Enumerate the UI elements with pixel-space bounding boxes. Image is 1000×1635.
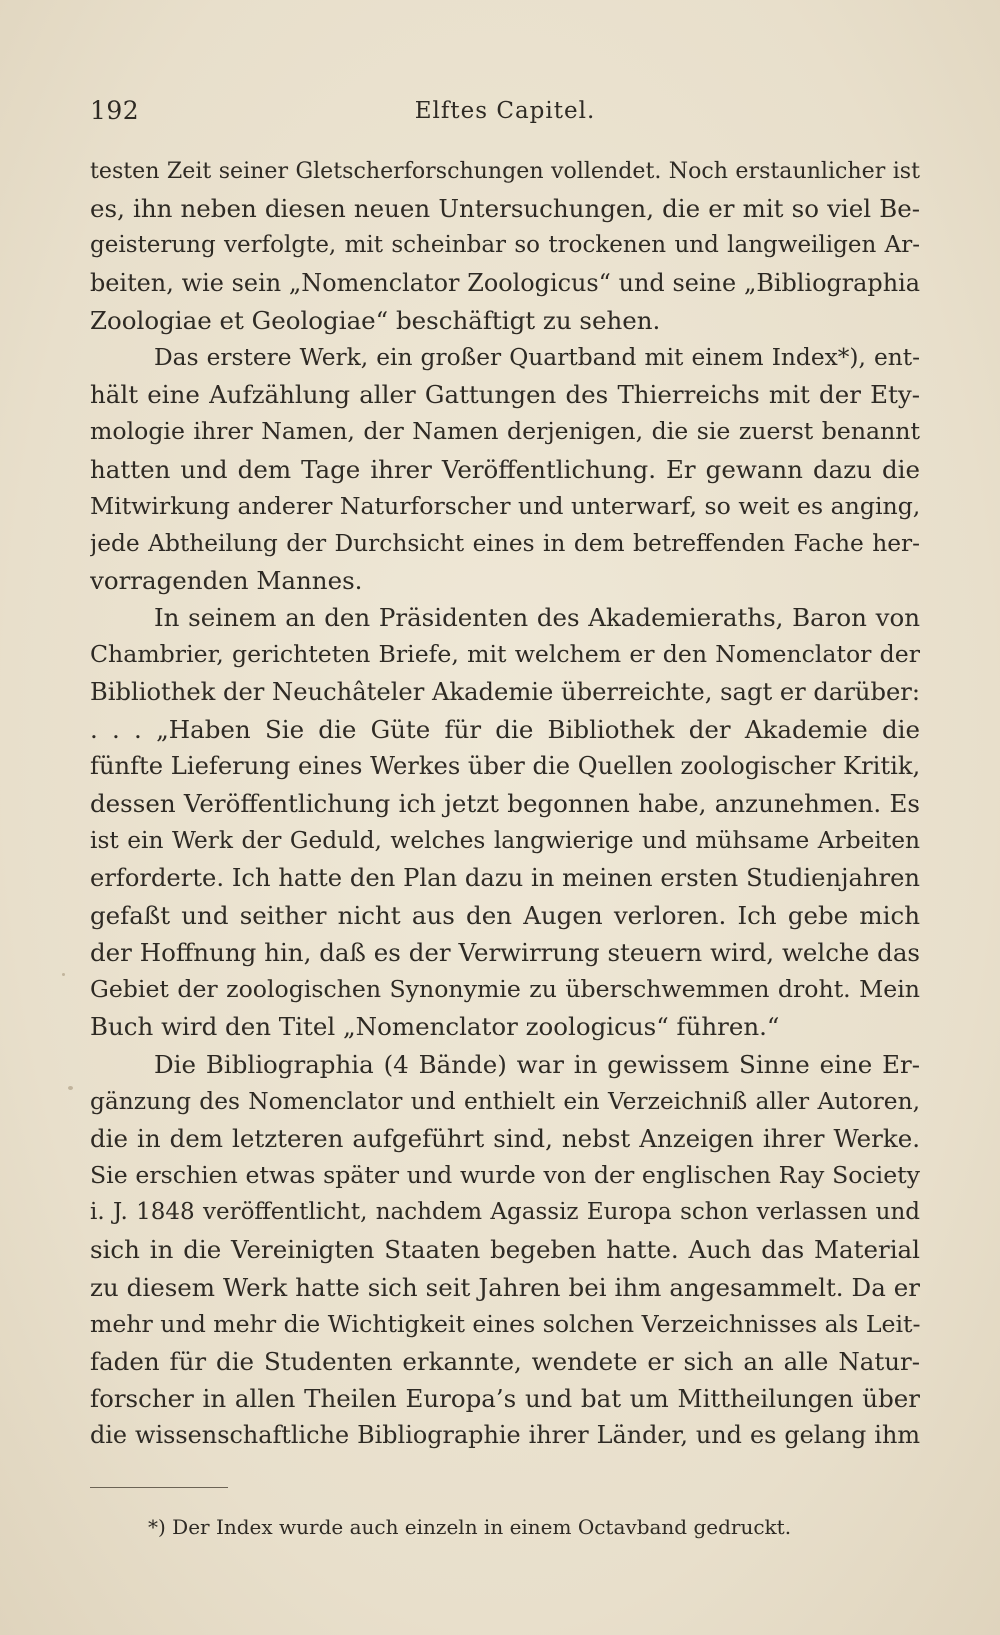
text-line: ist ein Werk der Geduld, welches langwierige und mühsame Arbeiten	[90, 827, 920, 855]
text-line: . . . „Haben Sie die Güte für die Bibliothek der Akademie die	[90, 714, 920, 744]
text-line: jede Abtheilung der Durchsicht eines in dem betreffenden Fache her-	[90, 529, 920, 557]
text-line: In seinem an den Präsidenten des Akademieraths, Baron von	[154, 603, 920, 633]
text-line: der Hoffnung hin, daß es der Verwirrung steuern wird, welche das	[90, 937, 920, 967]
text-line: Chambrier, gerichteten Briefe, mit welchem er den Nomenclator der	[90, 640, 920, 669]
text-line: beiten, wie sein „Nomenclator Zoologicus“ und seine „Bibliographia	[90, 268, 920, 297]
page-header	[90, 96, 920, 132]
text-line: Buch wird den Titel „Nomenclator zoologicus“ führen.“	[90, 1012, 780, 1042]
text-line: Mitwirkung anderer Naturforscher und unterwarf, so weit es anging,	[90, 491, 920, 520]
text-line: hält eine Aufzählung aller Gattungen des Thierreichs mit der Ety-	[90, 380, 920, 410]
text-line: fünfte Lieferung eines Werkes über die Quellen zoologischer Kritik,	[90, 752, 920, 780]
text-line: erforderte. Ich hatte den Plan dazu in meinen ersten Studienjahren	[90, 863, 920, 892]
paragraph	[90, 1046, 920, 1455]
text-line: es, ihn neben diesen neuen Untersuchungen, die er mit so viel Be-	[90, 194, 920, 224]
page-number: 192	[90, 96, 140, 125]
text-line: gefaßt und seither nicht aus den Augen verloren. Ich gebe mich	[90, 900, 920, 930]
text-line: Das erstere Werk, ein großer Quartband mit einem Index*), ent-	[154, 343, 920, 371]
running-head: Elftes Capitel.	[414, 98, 596, 124]
text-line: hatten und dem Tage ihrer Veröffentlichung. Er gewann dazu die	[90, 454, 920, 484]
paragraph	[90, 599, 920, 1045]
paper-speck	[62, 973, 65, 976]
text-line: die wissenschaftliche Bibliographie ihrer Länder, und es gelang ihm	[90, 1421, 920, 1450]
text-line: dessen Veröffentlichung ich jetzt begonnen habe, anzunehmen. Es	[90, 789, 920, 819]
text-line: vorragenden Mannes.	[90, 566, 363, 596]
text-line: die in dem letzteren aufgeführt sind, nebst Anzeigen ihrer Werke.	[90, 1123, 920, 1153]
paper-speck	[68, 1086, 73, 1090]
text-line: testen Zeit seiner Gletscherforschungen vollendet. Noch erstaunlicher ist	[90, 158, 920, 184]
footnote: *) Der Index wurde auch einzeln in einem Octavband gedruckt.	[148, 1515, 792, 1539]
text-line: Sie erschien etwas später und wurde von der englischen Ray Society	[90, 1161, 920, 1190]
text-line: forscher in allen Theilen Europa’s und bat um Mittheilungen über	[90, 1384, 920, 1414]
text-line: geisterung verfolgte, mit scheinbar so trockenen und langweiligen Ar-	[90, 232, 920, 259]
text-line: sich in die Vereinigten Staaten begeben hatte. Auch das Material	[90, 1235, 920, 1265]
text-line: faden für die Studenten erkannte, wendete er sich an alle Natur-	[90, 1347, 920, 1376]
text-line: i. J. 1848 veröffentlicht, nachdem Agassiz Europa schon verlassen und	[90, 1199, 920, 1226]
text-line: Bibliothek der Neuchâteler Akademie überreichte, sagt er darüber:	[90, 677, 920, 706]
paragraph	[90, 339, 920, 599]
body-text	[90, 153, 920, 1455]
paragraph	[90, 153, 920, 339]
footnote-divider	[90, 1487, 228, 1488]
text-line: mologie ihrer Namen, der Namen derjenigen, die sie zuerst benannt	[90, 417, 920, 446]
text-line: Die Bibliographia (4 Bände) war in gewissem Sinne eine Er-	[154, 1049, 920, 1079]
text-line: mehr und mehr die Wichtigkeit eines solchen Verzeichnisses als Leit-	[90, 1309, 920, 1338]
text-line: gänzung des Nomenclator und enthielt ein Verzeichniß aller Autoren,	[90, 1087, 920, 1115]
text-line: zu diesem Werk hatte sich seit Jahren bei ihm angesammelt. Da er	[90, 1272, 920, 1302]
text-line: Gebiet der zoologischen Synonymie zu überschwemmen droht. Mein	[90, 975, 920, 1004]
text-line: Zoologiae et Geologiae“ beschäftigt zu sehen.	[90, 305, 661, 335]
